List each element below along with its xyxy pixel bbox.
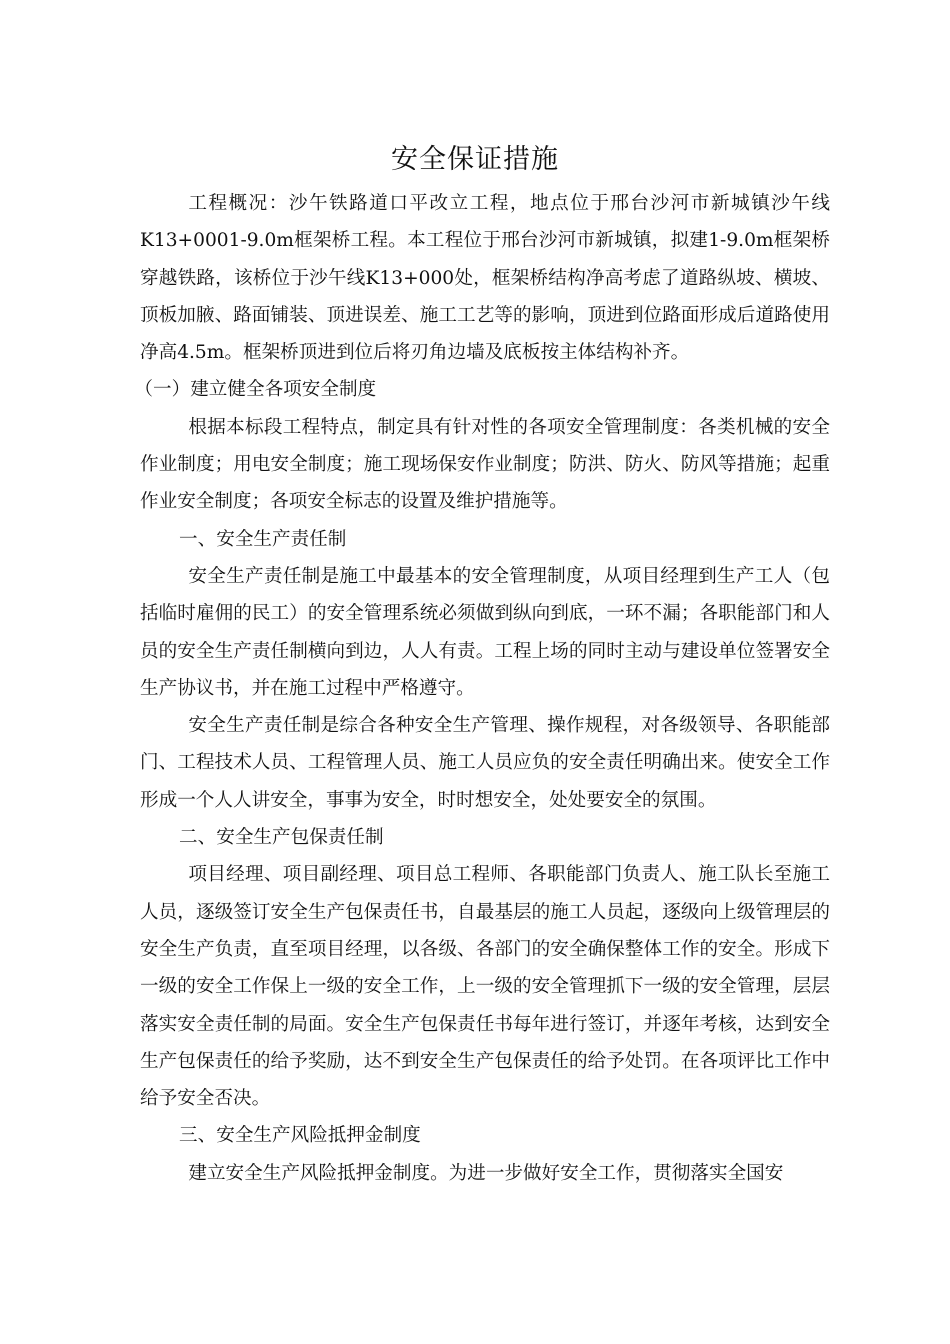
- paragraph-guarantee: 项目经理、项目副经理、项目总工程师、各职能部门负责人、施工队长至施工人员，逐级签订安全生产包保责任书，自最基层的施工人员起，逐级向上级管理层的安全生产负责，直至项目经理，以各级、各部门的安全确保整体工作的安全。形成下一级的安全工作保上一级的安全工作，上一级的安全管理抓下一级的安全管理，层层落实安全责任制的局面。安全生产包保责任书每年进行签订，并逐年考核，达到安全生产包保责任的给予奖励，达不到安全生产包保责任的给予处罚。在各项评比工作中给予安全否决。: [140, 864, 830, 1110]
- section-heading-guarantee: 二、安全生产包保责任制: [179, 827, 384, 849]
- paragraph-responsibility-2: 安全生产责任制是综合各种安全生产管理、操作规程，对各级领导、各职能部门、工程技术人员、工程管理人员、施工人员应负的安全责任明确出来。使安全工作形成一个人人讲安全，事事为安全，时时想安全，处处要安全的氛围。: [140, 715, 830, 811]
- paragraph-responsibility-1: 安全生产责任制是施工中最基本的安全管理制度，从项目经理到生产工人（包括临时雇佣的民工）的安全管理系统必须做到纵向到底，一环不漏；各职能部门和人员的安全生产责任制横向到边，人人有责。工程上场的同时主动与建设单位签署安全生产协议书，并在施工过程中严格遵守。: [140, 565, 830, 699]
- section-heading-responsibility: 一、安全生产责任制: [179, 528, 347, 550]
- document-title: 安全保证措施: [391, 144, 559, 175]
- paragraph-safety-rules: 根据本标段工程特点，制定具有针对性的各项安全管理制度：各类机械的安全作业制度；用电安全制度；施工现场保安作业制度；防洪、防火、防风等措施；起重作业安全制度；各项安全标志的设置及维护措施等。: [140, 416, 830, 513]
- document-body: [134, 185, 830, 1192]
- paragraph-project-overview: 工程概况：沙午铁路道口平改立工程，地点位于邢台沙河市新城镇沙午线K13+0001-9.0m框架桥工程。本工程位于邢台沙河市新城镇，拟建1-9.0m框架桥穿越铁路，该桥位于沙午线K13+000处，框架桥结构净高考虑了道路纵坡、横坡、顶板加腋、路面铺装、顶进误差、施工工艺等的影响，顶进到位路面形成后道路使用净高4.5m。框架桥顶进到位后将刃角边墙及底板按主体结构补齐。: [140, 193, 830, 364]
- paragraph-deposit: 建立安全生产风险抵押金制度。为进一步做好安全工作，贯彻落实全国安: [188, 1162, 784, 1184]
- section-heading-safety-systems: （一）建立健全各项安全制度: [134, 379, 377, 401]
- section-heading-deposit: 三、安全生产风险抵押金制度: [179, 1125, 421, 1147]
